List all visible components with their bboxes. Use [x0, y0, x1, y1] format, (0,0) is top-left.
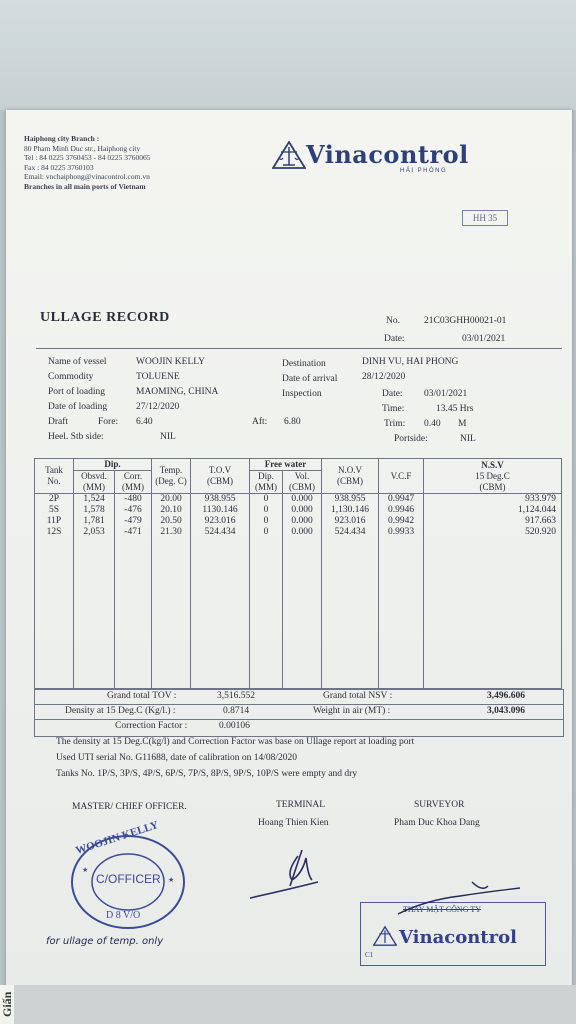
surveyor-signature	[396, 880, 526, 920]
grand-total-nsv-label: Grand total NSV :	[323, 691, 393, 701]
col-fw-dip: Dip. (MM)	[250, 471, 283, 494]
logo-word: Vinacontrol	[306, 140, 469, 169]
title-divider	[36, 348, 562, 349]
density-label: Density at 15 Deg.C (Kg/l.) :	[65, 706, 176, 716]
loading-date-label: Date of loading	[48, 402, 108, 412]
heel-label: Heel. Stb side:	[48, 432, 104, 442]
box-stamp-scales-icon	[373, 925, 397, 947]
arrival-label: Date of arrival	[282, 374, 338, 384]
col-nov: N.O.V (CBM)	[322, 459, 379, 494]
table-row: 2P 1,524 -480 20.00 938.955 0 0.000 938.955 0.9947 933.979	[35, 494, 562, 506]
col-tank: Tank No.	[35, 459, 74, 494]
ullage-document	[6, 110, 572, 990]
box-stamp-word: Vinacontrol	[399, 927, 517, 948]
fore-value: 6.40	[136, 417, 153, 427]
correction-factor-value: 0.00106	[219, 721, 250, 731]
round-stamp-top: WOOJIN KELLY	[74, 818, 160, 858]
totals-row-2	[35, 705, 563, 720]
vessel-name-label: Name of vessel	[48, 357, 107, 367]
col-free-water-group: Free water	[250, 459, 322, 471]
ullage-table	[34, 458, 562, 689]
portside-value: NIL	[460, 434, 476, 444]
col-tov: T.O.V (CBM)	[191, 459, 250, 494]
totals-row-1	[35, 690, 563, 705]
desk-edge-text: Giấn	[0, 985, 14, 1024]
inspection-date-label: Date:	[382, 389, 403, 399]
table-header-row-1	[35, 459, 562, 471]
scales-icon	[272, 141, 306, 169]
handwritten-note: for ullage of temp. only	[46, 936, 164, 947]
vessel-name-value: WOOJIN KELLY	[136, 357, 205, 367]
box-stamp-line: THAY MẶT CÔNG TY	[403, 905, 482, 914]
trim-unit: M	[458, 419, 467, 429]
commodity-value: TOLUENE	[136, 372, 180, 382]
totals-row-3	[35, 720, 563, 734]
col-fw-vol: Vol. (CBM)	[283, 471, 322, 494]
time-value: 13.45 Hrs	[436, 404, 474, 414]
branch-title: Haiphong city Branch :	[24, 134, 100, 143]
correction-factor-label: Correction Factor :	[115, 721, 188, 731]
inspection-label: Inspection	[282, 389, 322, 399]
svg-text:★: ★	[168, 876, 175, 884]
master-title: MASTER/ CHIEF OFFICER.	[72, 802, 187, 812]
inspection-date-value: 03/01/2021	[424, 389, 468, 399]
col-dip-group: Dip.	[74, 459, 152, 471]
fore-label: Fore:	[98, 417, 119, 427]
branch-fax: Fax : 84 0225 3760103	[24, 162, 94, 172]
col-vcf: V.C.F	[379, 459, 424, 494]
grand-total-nsv-value: 3,496.606	[487, 691, 525, 701]
arrival-value: 28/12/2020	[362, 372, 406, 382]
terminal-name: Hoang Thien Kien	[258, 818, 329, 828]
heel-value: NIL	[160, 432, 176, 442]
branches-note: Branches in all main ports of Vietnam	[24, 181, 146, 191]
surveyor-name: Pham Duc Khoa Dang	[394, 818, 480, 828]
box-stamp-code: C1	[365, 951, 374, 959]
round-stamp-bottom: D 8 V/O	[106, 910, 141, 921]
desk-background-bottom	[0, 985, 576, 1024]
round-stamp-center: C/OFFICER	[96, 872, 161, 886]
master-round-stamp	[68, 818, 190, 932]
aft-value: 6.80	[284, 417, 301, 427]
desk-background-top	[0, 0, 576, 110]
record-date-value: 03/01/2021	[462, 334, 506, 344]
col-obsvd: Obsvd. (MM)	[74, 471, 115, 494]
note-line-3: Tanks No. 1P/S, 3P/S, 4P/S, 6P/S, 7P/S, 8P/S, 9P/S, 10P/S were empty and dry	[56, 769, 358, 779]
port-loading-value: MAOMING, CHINA	[136, 387, 219, 397]
vinacontrol-logo	[272, 140, 469, 174]
page-title: ULLAGE RECORD	[40, 310, 170, 325]
table-row: 5S 1,578 -476 20.10 1130.146 0 0.000 1,130.146 0.9946 1,124.044	[35, 505, 562, 516]
surveyor-title: SURVEYOR	[414, 800, 465, 810]
note-line-1: The density at 15 Deg.C(kg/l) and Correction Factor was base on Ullage report at loading port	[56, 737, 415, 747]
commodity-label: Commodity	[48, 372, 94, 382]
grand-total-tov-value: 3,516.552	[217, 691, 255, 701]
destination-value: DINH VU, HAI PHONG	[362, 357, 459, 367]
grand-total-tov-label: Grand total TOV :	[107, 691, 177, 701]
record-no-value: 21C03GHH00021-01	[424, 316, 507, 326]
density-value: 0.8714	[223, 706, 250, 716]
note-line-2: Used UTI serial No. G11688, date of calibration on 14/08/2020	[56, 753, 298, 763]
branch-email: Email: vnchaiphong@vinacontrol.com.vn	[24, 172, 150, 181]
branch-info	[24, 134, 151, 191]
branch-tel: Tel : 84 0225 3760453 - 84 0225 3760065	[24, 153, 151, 162]
table-empty-space	[35, 538, 562, 689]
record-no-label: No.	[386, 316, 400, 326]
col-nsv: N.S.V 15 Deg.C (CBM)	[424, 459, 562, 494]
terminal-signature	[246, 846, 336, 904]
branch-address: 80 Pham Minh Duc str., Haiphong city	[24, 143, 141, 153]
trim-value: 0.40	[424, 419, 441, 429]
weight-in-air-label: Weight in air (MT) :	[313, 706, 391, 716]
portside-label: Portside:	[394, 434, 428, 444]
table-row: 12S 2,053 -471 21.30 524.434 0 0.000 524.434 0.9933 520.920	[35, 527, 562, 538]
col-temp: Temp. (Deg. C)	[152, 459, 191, 494]
draft-label: Draft	[48, 417, 69, 427]
trim-label: Trim:	[384, 419, 406, 429]
aft-label: Aft:	[252, 417, 268, 427]
col-corr: Corr. (MM)	[115, 471, 152, 494]
svg-text:★: ★	[82, 866, 89, 874]
weight-in-air-value: 3,043.096	[487, 706, 525, 716]
time-label: Time:	[382, 404, 405, 414]
form-code-box: HH 35	[462, 210, 508, 226]
record-date-label: Date:	[384, 334, 405, 344]
table-row: 11P 1,781 -479 20.50 923.016 0 0.000 923.016 0.9942 917.663	[35, 516, 562, 527]
destination-label: Destination	[282, 359, 326, 369]
totals-block	[34, 689, 564, 737]
terminal-title: TERMINAL	[276, 800, 326, 810]
port-loading-label: Port of loading	[48, 387, 105, 397]
logo-sub: HẢI PHÒNG	[400, 168, 448, 174]
loading-date-value: 27/12/2020	[136, 402, 180, 412]
